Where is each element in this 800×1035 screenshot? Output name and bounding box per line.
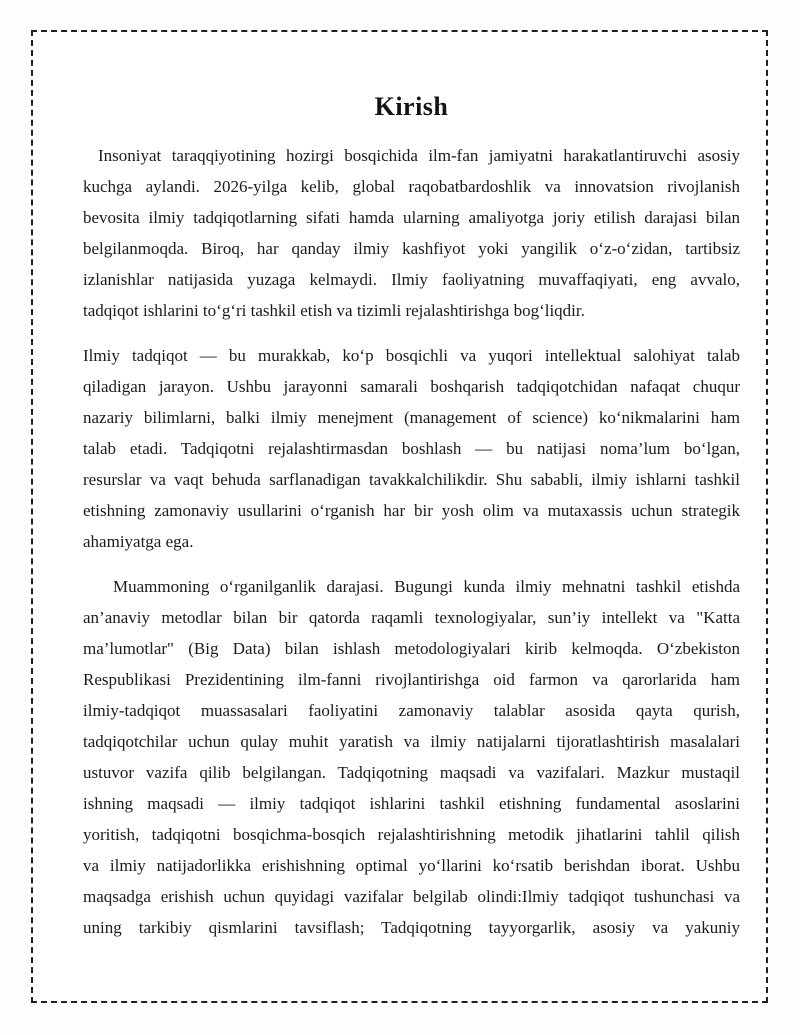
text-line: resurslar va vaqt behuda sarflanadigan tavakkalchilikdir. Shu sababli, ilmiy ishlarni tashkil — [83, 470, 740, 489]
text-line: Ilmiy tadqiqot — bu murakkab, ko‘p bosqichli va yuqori intellektual salohiyat talab — [83, 346, 740, 365]
text-line: izlanishlar natijasida yuzaga kelmaydi. Ilmiy faoliyatning muvaffaqiyati, eng avvalo, — [83, 270, 740, 289]
paragraph — [83, 340, 740, 557]
text-line: nazariy bilimlarni, balki ilmiy menejment (management of science) ko‘nikmalarini ham — [83, 408, 740, 427]
text-line: yoritish, tadqiqotni bosqichma-bosqich rejalashtirishning metodik jihatlarini tahlil qilish — [83, 825, 740, 844]
document-title: Kirish — [374, 92, 449, 121]
text-line: Muammoning o‘rganilganlik darajasi. Bugungi kunda ilmiy mehnatni tashkil etishda — [113, 577, 740, 596]
text-line: an’anaviy metodlar bilan bir qatorda raqamli texnologiyalar, sun’iy intellekt va "Katta — [83, 608, 740, 627]
document-body — [83, 140, 740, 943]
document-page — [31, 30, 768, 1003]
text-line: etishning zamonaviy usullarini o‘rganish har bir yosh olim va mutaxassis uchun strategik — [83, 501, 740, 520]
text-line: qiladigan jarayon. Ushbu jarayonni samarali boshqarish tadqiqotchidan nafaqat chuqur — [83, 377, 740, 396]
text-line: Respublikasi Prezidentining ilm-fanni rivojlantirishga oid farmon va qarorlarida ham — [83, 670, 740, 689]
text-line: ustuvor vazifa qilib belgilangan. Tadqiqotning maqsadi va vazifalari. Mazkur mustaqil — [83, 763, 740, 782]
text-line: Insoniyat taraqqiyotining hozirgi bosqichida ilm-fan jamiyatni harakatlantiruvchi asosiy — [98, 146, 740, 165]
text-line: va ilmiy natijadorlikka erishishning optimal yo‘llarini ko‘rsatib berishdan iborat. Ushbu — [83, 856, 740, 875]
text-line: ma’lumotlar" (Big Data) bilan ishlash metodologiyalari kirib kelmoqda. O‘zbekiston — [83, 639, 740, 658]
page-content — [33, 32, 766, 1001]
text-line: ahamiyatga ega. — [83, 532, 194, 551]
text-line: tadqiqotchilar uchun qulay muhit yaratish va ilmiy natijalarni tijoratlashtirish masalalari — [83, 732, 740, 751]
text-line: ishning maqsadi — ilmiy tadqiqot ishlarini tashkil etishning fundamental asoslarini — [83, 794, 740, 813]
text-line: belgilanmoqda. Biroq, har qanday ilmiy kashfiyot yoki yangilik o‘z-o‘zidan, tartibsiz — [83, 239, 740, 258]
text-line: tadqiqot ishlarini to‘g‘ri tashkil etish va tizimli rejalashtirishga bog‘liqdir. — [83, 301, 585, 320]
text-line: bevosita ilmiy tadqiqotlarning sifati hamda ularning amaliyotga joriy etilish darajasi bilan — [83, 208, 740, 227]
paragraph — [83, 571, 740, 943]
text-line: talab etadi. Tadqiqotni rejalashtirmasdan boshlash — bu natijasi noma’lum bo‘lgan, — [83, 439, 740, 458]
text-line: maqsadga erishish uchun quyidagi vazifalar belgilab olindi:Ilmiy tadqiqot tushunchasi va — [83, 887, 740, 906]
paragraph — [83, 140, 740, 326]
text-line: ilmiy-tadqiqot muassasalari faoliyatini zamonaviy talablar asosida qayta qurish, — [83, 701, 740, 720]
text-line: kuchga aylandi. 2026-yilga kelib, global raqobatbardoshlik va innovatsion rivojlanish — [83, 177, 740, 196]
text-line: uning tarkibiy qismlarini tavsiflash; Tadqiqotning tayyorgarlik, asosiy va yakuniy — [83, 918, 740, 937]
